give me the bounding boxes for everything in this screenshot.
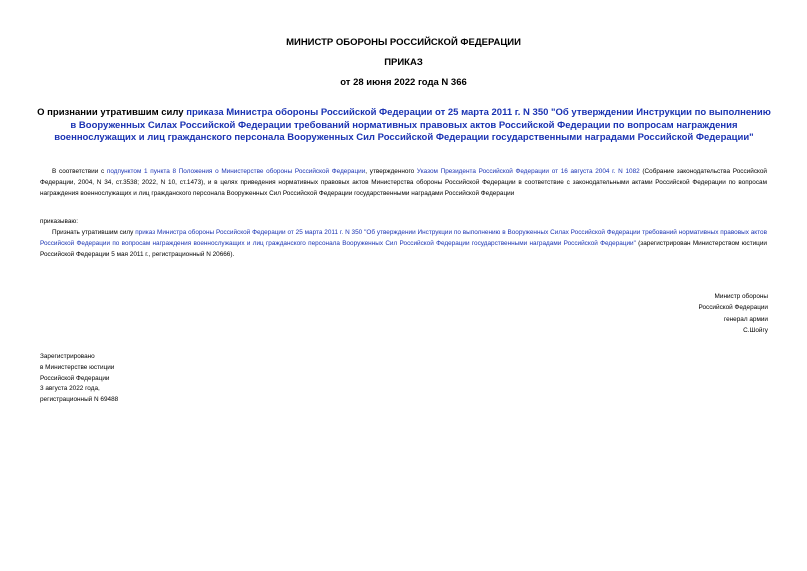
preamble-paragraph	[40, 166, 767, 199]
signature-block	[699, 291, 769, 336]
order-word: приказываю:	[40, 218, 78, 225]
order-text-1: Признать утратившим силу	[52, 229, 136, 236]
registration-line: в Министерстве юстиции	[40, 363, 115, 371]
regulation-link[interactable]: подпунктом 1 пункта 8 Положения о Министерстве обороны Российской Федерации	[106, 168, 366, 175]
repealed-order-link[interactable]: приказ Министра обороны Российской Федерации от 25 марта 2011 г. N 350 "Об утверждении Инструкции по выполнению в Вооруженных Силах Российской Федерации требований нормативных правовых актов Российской Федерации по вопросам награждения военнослужащих и лиц гражданского персонала Вооруженных Сил Российской Федерации государственными наградами Российской Федерации"	[40, 229, 767, 247]
document-type: ПРИКАЗ	[384, 57, 423, 68]
order-paragraph	[40, 227, 767, 260]
title-prefix: О признании утратившим силу	[37, 107, 187, 118]
order-text-2: (зарегистрирован Министерством юстиции Российской Федерации 5 мая 2011 г., регистрационный N 20666).	[40, 240, 767, 258]
preamble-text-1: В соответствии с	[52, 168, 107, 175]
minister-heading: МИНИСТР ОБОРОНЫ РОССИЙСКОЙ ФЕДЕРАЦИИ	[286, 37, 521, 48]
registration-line: регистрационный N 69488	[40, 396, 119, 404]
signature-line: С.Шойгу	[743, 326, 768, 334]
document-date-number: от 28 июня 2022 года N 366	[340, 77, 467, 88]
registration-block	[40, 352, 118, 406]
preamble-text-2: , утвержденного	[365, 168, 417, 175]
decree-link[interactable]: Указом Президента Российской Федерации от 16 августа 2004 г. N 1082	[416, 168, 640, 175]
signature-line: Российской Федерации	[698, 304, 768, 312]
registration-line: 3 августа 2022 года,	[40, 385, 100, 393]
signature-line: Министр обороны	[714, 293, 768, 300]
registration-line: Российской Федерации	[40, 374, 110, 382]
preamble-text-3: (Собрание законодательства Российской Федерации, 2004, N 34, ст.3538; 2022, N 10, ст.1473), и в целях приведения нормативных правовых актов Министерства обороны Российской Федерации в соответствие с законодательными актами Российской Федерации по вопросам награждения военнослужащих и лиц гражданского персонала Вооруженных Сил Российской Федерации государственными наградами Российской Федерации	[40, 168, 768, 197]
registration-line: Зарегистрировано	[40, 353, 95, 360]
signature-line: генерал армии	[723, 315, 768, 323]
document-title	[34, 107, 774, 145]
title-link[interactable]: приказа Министра обороны Российской Федерации от 25 марта 2011 г. N 350 "Об утверждении Инструкции по выполнению в Вооруженных Силах Российской Федерации требований нормативных правовых актов Российской Федерации по вопросам награждения военнослужащих и лиц гражданского персонала Вооруженных Сил Российской Федерации государственными наградами Российской Федерации"	[54, 107, 771, 143]
